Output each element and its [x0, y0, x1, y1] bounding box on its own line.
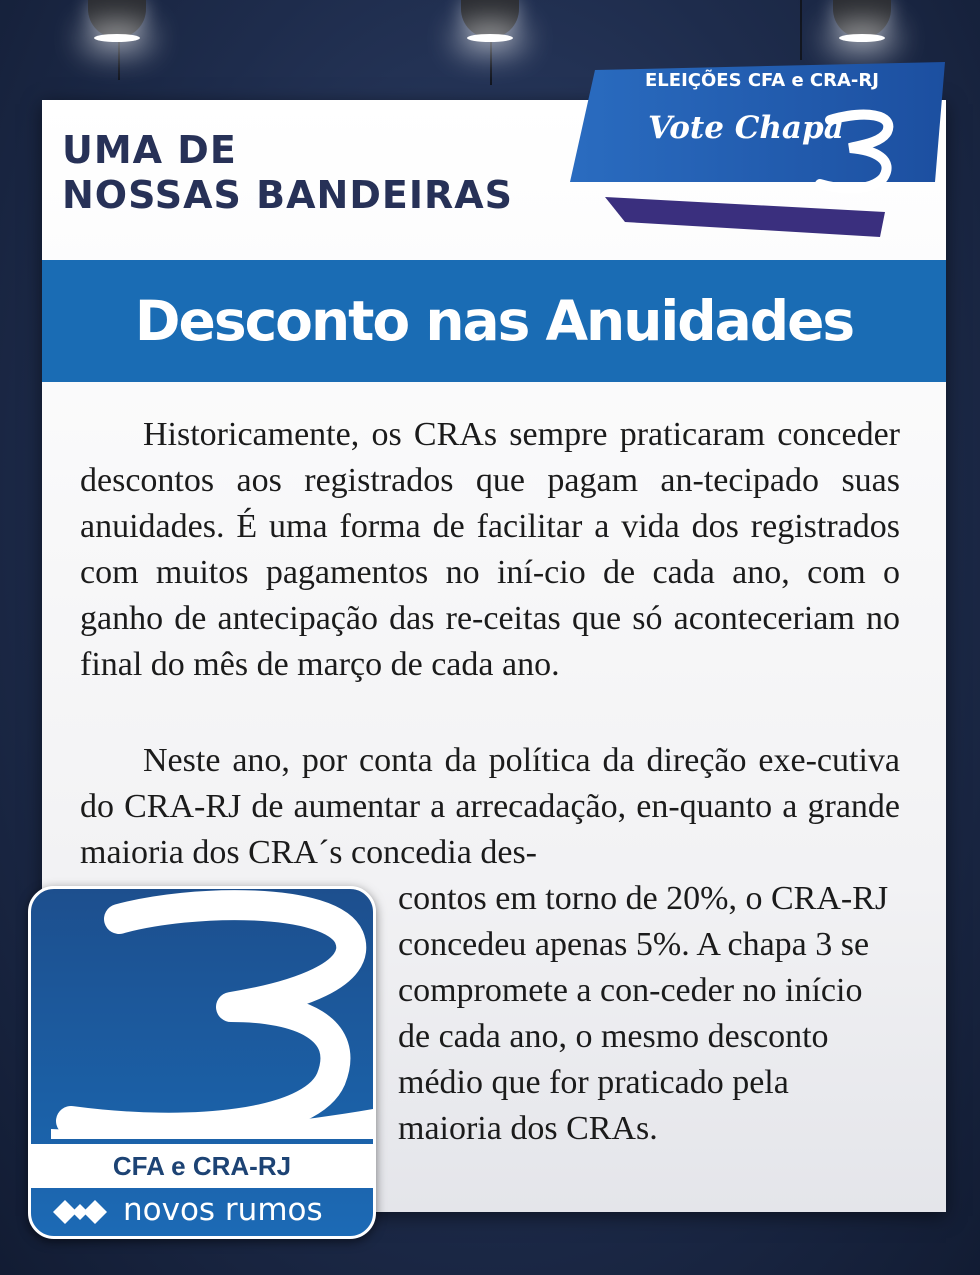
paragraph-2 [80, 738, 900, 876]
logo-slogan: novos rumos [123, 1192, 323, 1228]
paragraph-1-text: Historicamente, os CRAs sempre praticaram conceder descontos aos registrados que pagam an-tecipado suas anuidades. É uma forma de facilitar a vida dos registrados com muitos pagamentos no iní-cio de cada ano, com o ganho de antecipação das re-ceitas que só aconteceriam no final do mês de março de cada ano. [80, 416, 900, 683]
logo-footer [31, 1188, 373, 1236]
chapa-3-logo [28, 886, 376, 1239]
paragraph-1 [80, 412, 900, 688]
lamp-cable [800, 0, 802, 60]
paragraph-2-continued: contos em torno de 20%, o CRA-RJ concedeu apenas 5%. A chapa 3 se compromete a con-ceder no início de cada ano, o mesmo desconto médio que for praticado pela maioria dos CRAs. [398, 880, 889, 1147]
paragraph-2-text: Neste ano, por conta da política da direção exe-cutiva do CRA-RJ de aumentar a arrecadação, en-quanto a grande maioria dos CRA´s concedia des- [80, 742, 900, 871]
banner-title: Desconto nas Anuidades [134, 289, 854, 353]
spotlight-icon [833, 0, 891, 38]
logo-org-name: CFA e CRA-RJ [31, 1144, 373, 1188]
number-3-mark [31, 889, 373, 1139]
headline: UMA DE NOSSAS BANDEIRAS [62, 128, 513, 217]
spotlight-icon [461, 0, 519, 38]
ribbon-election-text: ELEIÇÕES CFA e CRA-RJ [645, 70, 879, 91]
spotlight-icon [88, 0, 146, 38]
diamond-mark-icon [51, 1198, 109, 1226]
ribbon-vote-text: Vote Chapa [648, 110, 844, 146]
